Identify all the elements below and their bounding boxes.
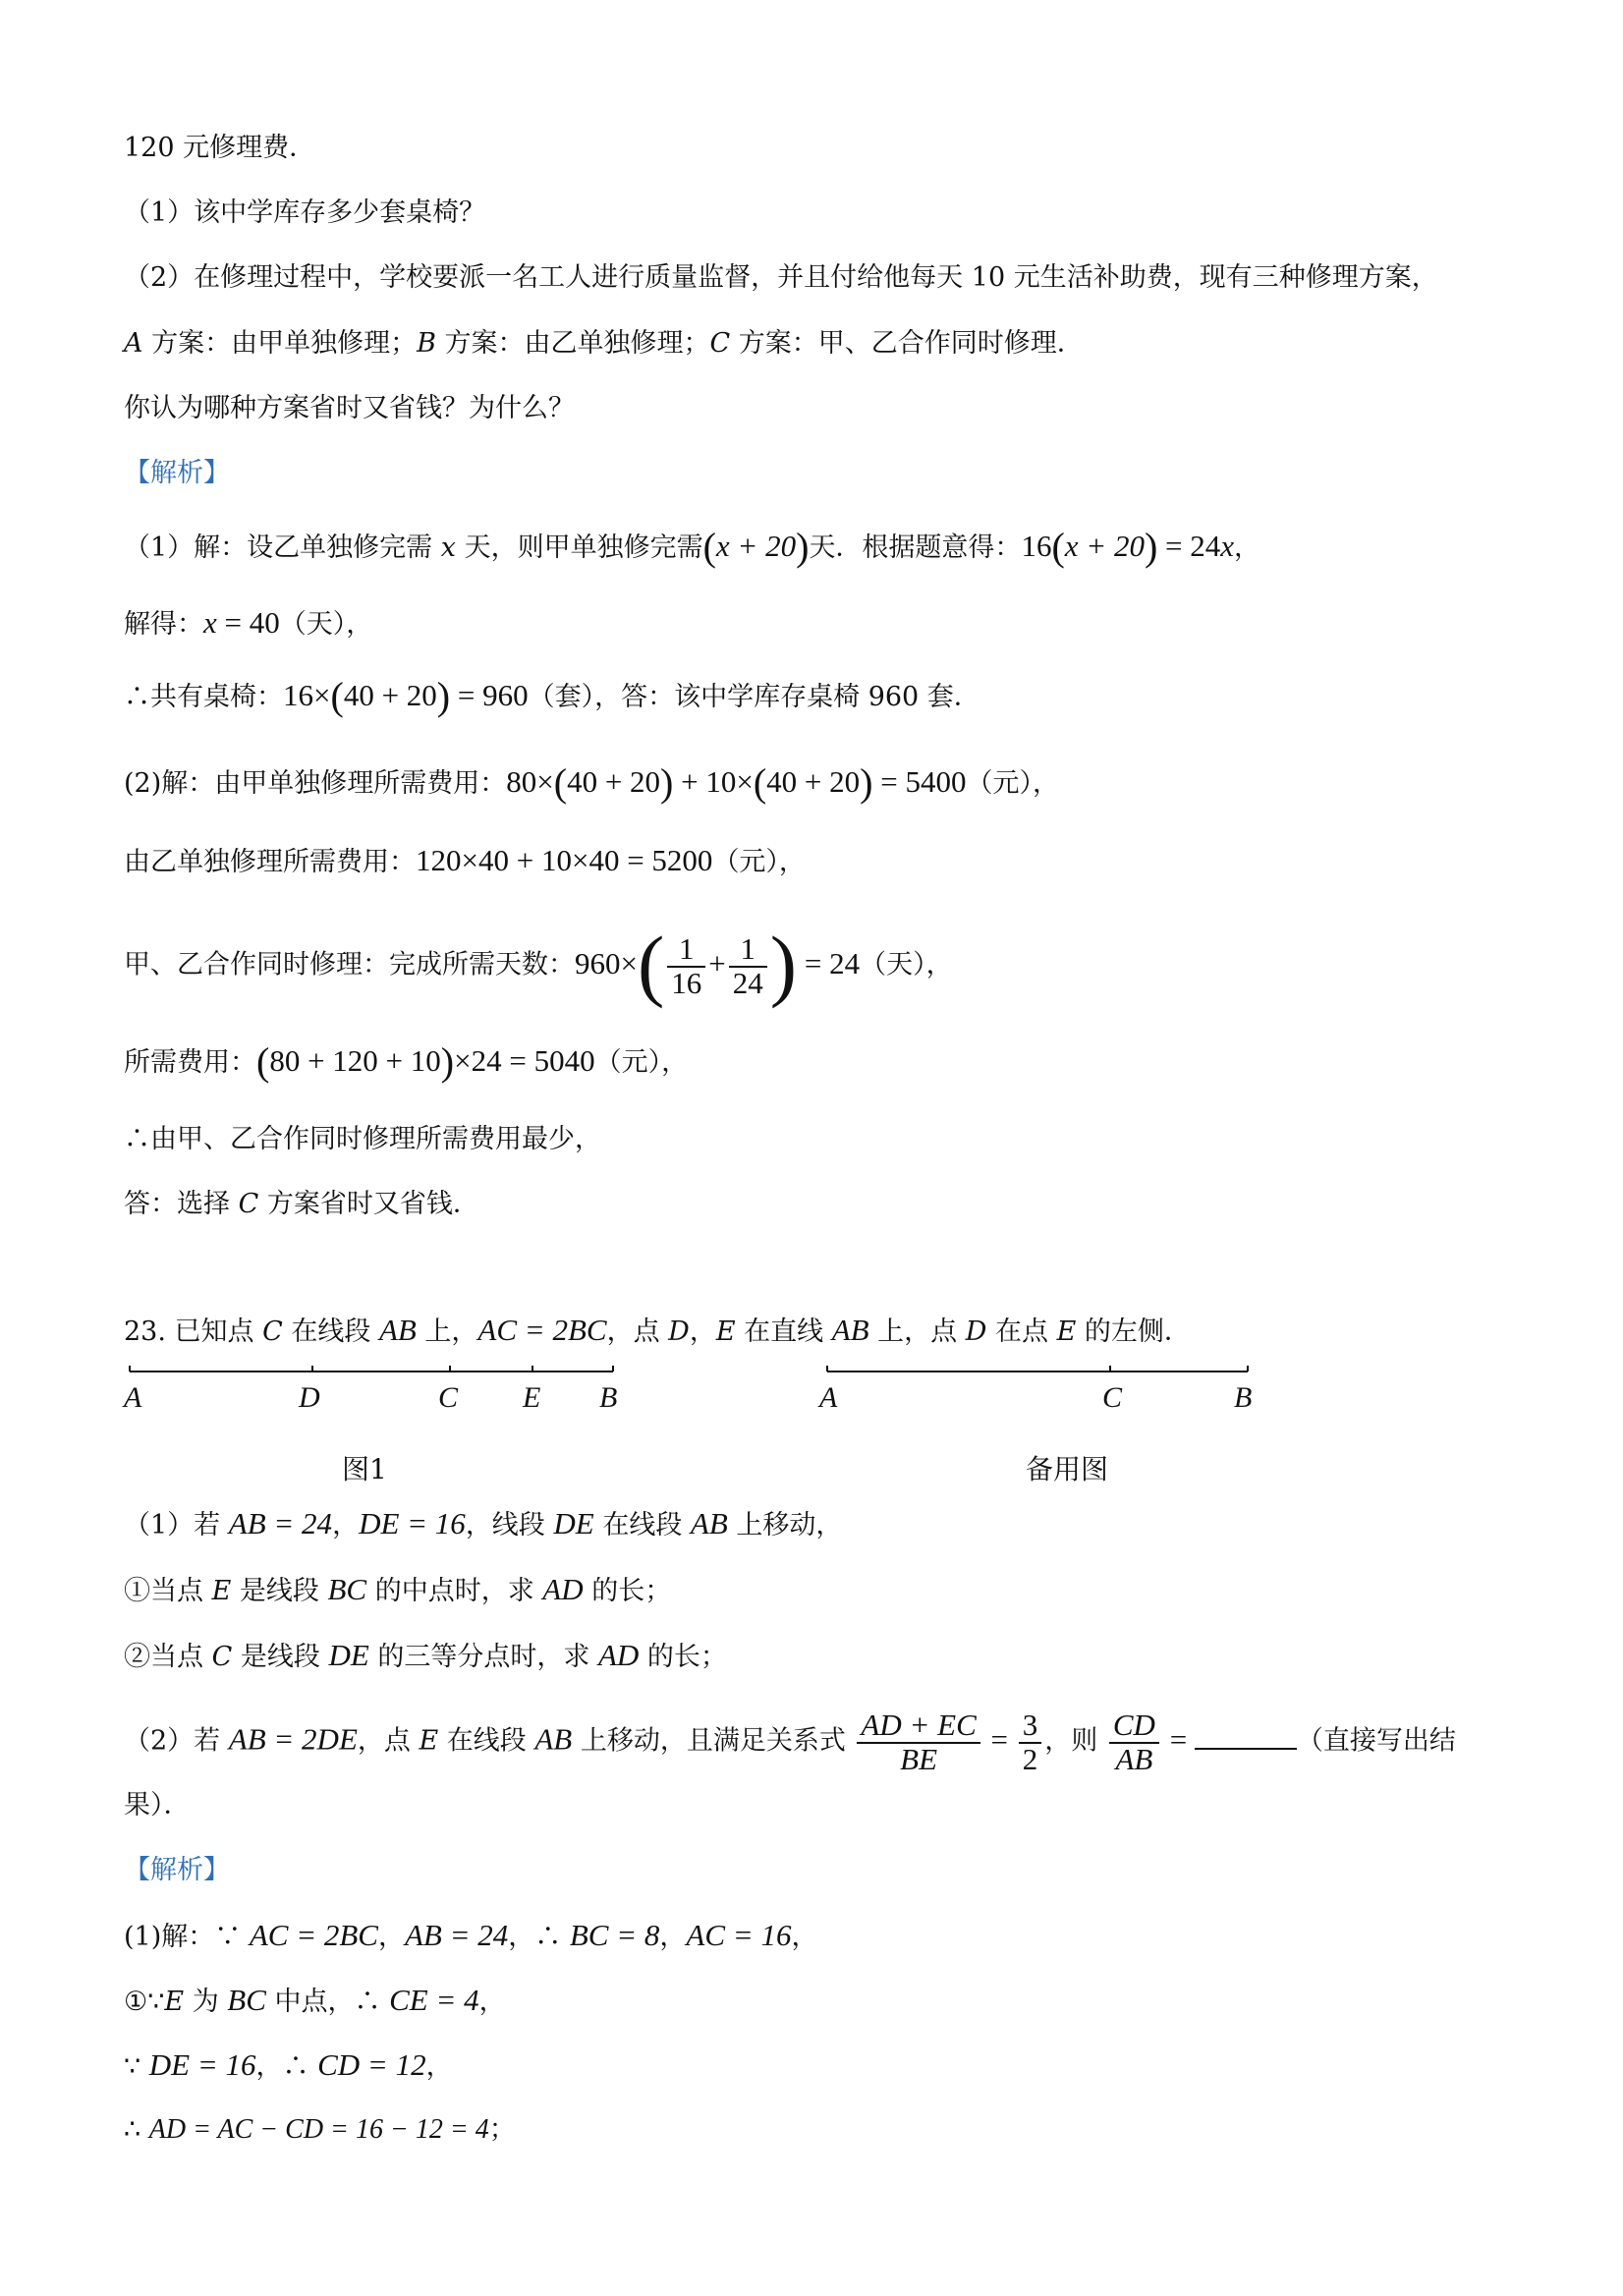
question-1: （1）若 AB = 24，DE = 16，线段 DE 在线段 AB 上移动，	[124, 1506, 843, 1540]
text-line: 120 元修理费．	[124, 133, 316, 163]
solution-line: 甲、乙合作同时修理：完成所需天数：960×( $\frac{1}{16}$ + $\frac{1}{24}$ ) = 24（天），	[124, 919, 953, 1009]
solution-line: ①∵E 为 BC 中点，∴ CE = 4，	[124, 1983, 506, 2017]
solution-line: 由乙单独修理所需费用：120×40 + 10×40 = 5200（元），	[124, 843, 806, 877]
figure-1-caption: 图1	[342, 1453, 387, 1485]
problem-23-stem: 23. 已知点 C 在线段 AB 上，AC = 2BC，点 D，E 在直线 AB 上，点 D 在点 E 的左侧．	[124, 1313, 1191, 1347]
point-label-c: C	[438, 1381, 459, 1414]
point-label-c: C	[1102, 1381, 1123, 1414]
figure-2	[817, 1366, 1252, 1414]
solution-line: ∴共有桌椅：16×(40 + 20) = 960（套），答：该中学库存桌椅 960 套．	[124, 674, 980, 718]
question-1-part-1: ①当点 E 是线段 BC 的中点时，求 AD 的长；	[124, 1572, 672, 1606]
question-2-line-1: （2）在修理过程中，学校要派一名工人进行质量监督，并且付给他每天 10 元生活补助费，现有三种修理方案，	[124, 262, 1438, 293]
solution-line: （1）解：设乙单独修完需 x 天，则甲单独修完需(x + 20)天．根据题意得：16(x + 20) = 24x，	[124, 525, 1261, 569]
solution-line: ∴ AD = AC − CD = 16 − 12 = 4；	[124, 2114, 516, 2145]
point-label-b: B	[1234, 1381, 1253, 1414]
point-label-a: A	[124, 1381, 142, 1414]
answer-blank	[1195, 1722, 1297, 1750]
solution-line: 所需费用：(80 + 120 + 10)×24 = 5040（元），	[124, 1039, 689, 1084]
solution-line: (2)解：由甲单独修理所需费用：80×(40 + 20) + 10×(40 + 20) = 5400（元），	[124, 760, 1059, 805]
solution-line: 解得：x = 40（天），	[124, 605, 373, 640]
question-1-part-2: ②当点 C 是线段 DE 的三等分点时，求 AD 的长；	[124, 1638, 727, 1672]
figure-1	[122, 1366, 617, 1414]
question-1: （1）该中学库存多少套桌椅？	[124, 197, 486, 228]
answer-line: 答：选择 C 方案省时又省钱．	[124, 1189, 479, 1219]
point-label-e: E	[523, 1381, 541, 1414]
question-2: （2）若 AB = 2DE，点 E 在线段 AB 上移动，且满足关系式 $\frac{AD + EC}{BE}$ = $\frac{3}{2}$ ，则 $\frac{CD}{AB}$ = （直接写出结	[124, 1708, 1456, 1776]
point-label-a: A	[819, 1381, 838, 1414]
figure-2-caption: 备用图	[1026, 1453, 1109, 1485]
question-2-line-2: A 方案：由甲单独修理；B 方案：由乙单独修理；C 方案：甲、乙合作同时修理．	[124, 328, 1084, 359]
analysis-tag: 【解析】	[124, 458, 230, 488]
solution-line: ∴由甲、乙合作同时修理所需费用最少，	[124, 1124, 601, 1154]
question-2-line-3: 你认为哪种方案省时又省钱？为什么？	[124, 393, 575, 423]
point-label-b: B	[599, 1381, 618, 1414]
question-2-line-2: 果）．	[124, 1790, 191, 1820]
solution-line: ∵ DE = 16，∴ CD = 12，	[124, 2047, 453, 2082]
solution-line: (1)解：∵ AC = 2BC，AB = 24，∴ BC = 8，AC = 16，	[124, 1918, 818, 1952]
point-label-d: D	[299, 1381, 320, 1414]
analysis-tag: 【解析】	[124, 1855, 230, 1885]
